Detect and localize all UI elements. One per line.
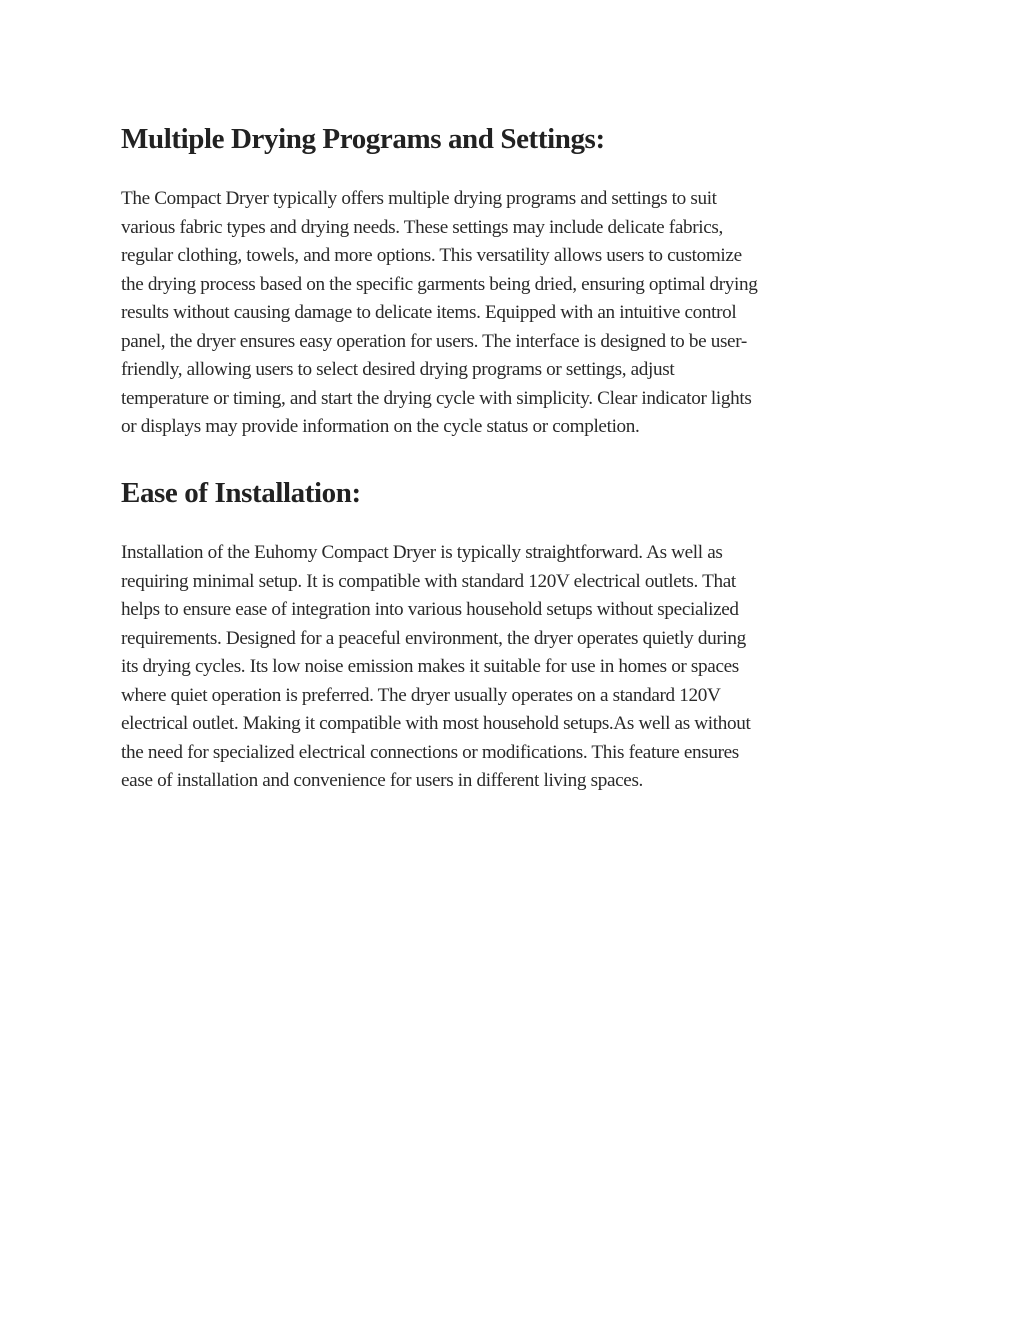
paragraph-line: helps to ensure ease of integration into various household setups without specialized [121,599,739,620]
paragraph-line: the need for specialized electrical connections or modifications. This feature ensures [121,741,739,763]
paragraph-line: requirements. Designed for a peaceful environment, the dryer operates quietly during [121,627,746,649]
paragraph-line: the drying process based on the specific garments being dried, ensuring optimal drying [121,273,758,295]
paragraph-line: Installation of the Euhomy Compact Dryer is typically straightforward. As well as [121,542,723,563]
paragraph-line: ease of installation and convenience for users in different living spaces. [121,770,644,791]
paragraph-line: or displays may provide information on the cycle status or completion. [121,416,640,437]
paragraph-line: friendly, allowing users to select desired drying programs or settings, adjust [121,359,675,380]
section-heading: Multiple Drying Programs and Settings: [121,123,605,155]
paragraph-line: results without causing damage to delicate items. Equipped with an intuitive control [121,302,737,323]
paragraph-line: regular clothing, towels, and more options. This versatility allows users to customize [121,245,742,266]
paragraph-line: various fabric types and drying needs. These settings may include delicate fabrics, [121,216,723,238]
paragraph-line: temperature or timing, and start the drying cycle with simplicity. Clear indicator lights [121,387,752,409]
section-paragraph [121,185,911,442]
paragraph-line: electrical outlet. Making it compatible with most household setups.As well as without [121,713,751,734]
section-ease-of-installation [121,473,911,796]
paragraph-line: requiring minimal setup. It is compatible with standard 120V electrical outlets. That [121,570,736,592]
paragraph-line: its drying cycles. Its low noise emission makes it suitable for use in homes or spaces [121,656,739,677]
section-heading: Ease of Installation: [121,477,361,509]
paragraph-line: where quiet operation is preferred. The dryer usually operates on a standard 120V [121,684,721,706]
section-paragraph [121,539,911,796]
section-drying-programs [121,119,911,442]
paragraph-line: The Compact Dryer typically offers multiple drying programs and settings to suit [121,188,717,209]
paragraph-line: panel, the dryer ensures easy operation for users. The interface is designed to be user- [121,330,747,352]
